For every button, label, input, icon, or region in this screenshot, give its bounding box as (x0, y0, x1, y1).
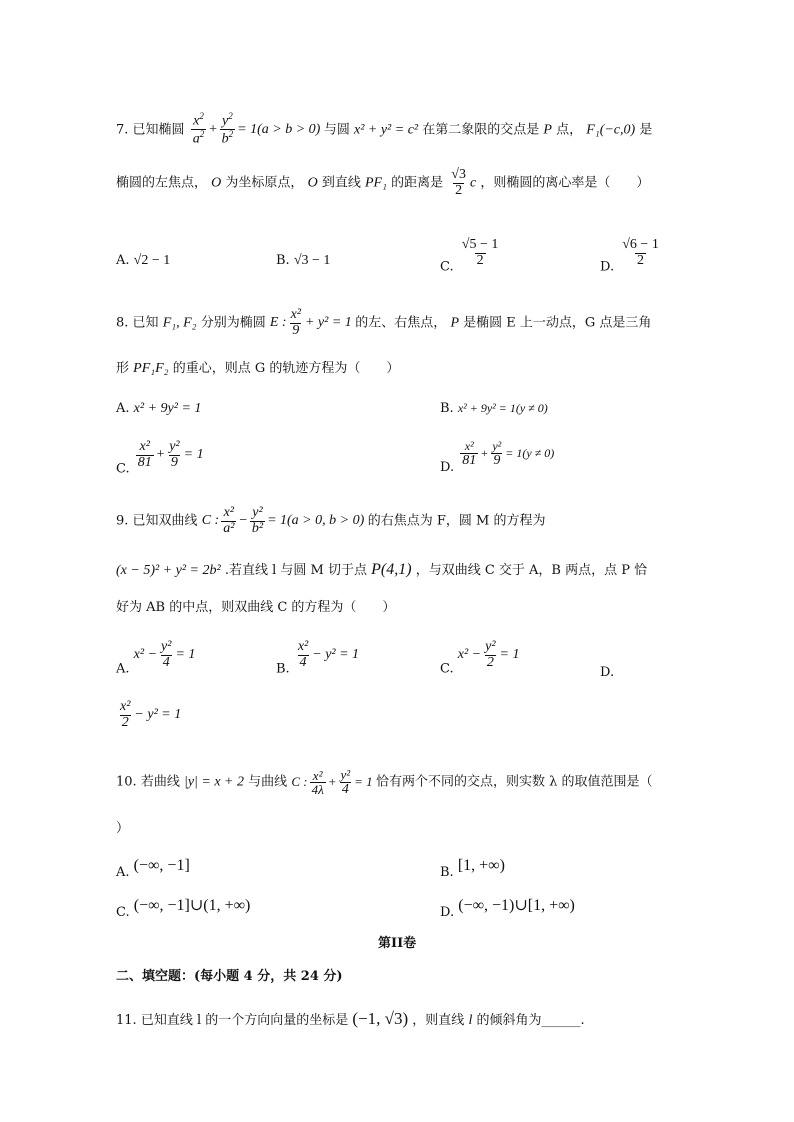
q8-ellipse-eq: E : $\frac{\text{x²}}{9}$ + y² = 1 (269, 307, 352, 338)
q8-triangle: PF₁F₂ (133, 361, 169, 376)
q9-option-d-label: D. (600, 665, 615, 680)
q7-option-d: D. $\frac{√6 - 1}{2}$ (600, 237, 659, 275)
q10-number: 10. (116, 774, 137, 790)
q7-option-c: C. $\frac{√5 - 1}{2}$ (440, 237, 499, 275)
q7-option-b: B. √3 − 1 (276, 253, 331, 268)
q9-option-a: A. x² − $\frac{\text{y²}}{4}$ = 1 (116, 639, 196, 677)
q7-text: ，则椭圆的离心率是（ ） (480, 175, 650, 191)
q10-option-a: A. (−∞, −1] (116, 857, 190, 880)
q9-hyperbola-eq: C : $\frac{\text{x²}}{\text{a²}}$ − $\frac{\text{y²}}{\text{b²}}$ = 1(a > 0, b > 0) (201, 505, 365, 536)
q8-option-b: B. x² + 9y² = 1(y ≠ 0) (440, 401, 548, 416)
q10-option-c: C. (−∞, −1]∪(1, +∞) (116, 897, 251, 920)
section-heading: 二、填空题：(每小题 4 分，共 24 分) (116, 969, 343, 984)
q8-option-d: D. $\frac{\text{x²}}{81}$ + $\frac{\text{y²}}{9}$ = 1(y ≠ 0) (440, 439, 555, 475)
q7-distance: $\frac{√3}{2}$ (451, 167, 466, 198)
q11-number: 11. (116, 1013, 137, 1028)
q10-ellipse-eq: C : $\frac{\text{x²}}{4\lambda}$ + $\frac{\text{y²}}{4}$ = 1 (291, 767, 373, 798)
q8-option-a: A. x² + 9y² = 1 (116, 401, 202, 416)
q7-text: 椭圆的左焦点， (116, 175, 208, 191)
q7-text: 到直线 (321, 175, 361, 191)
q7-origin: O (211, 175, 222, 191)
q7-circle-eq: x² + y² = c² (353, 122, 419, 138)
q7-focus: F₁(−c,0) (586, 122, 636, 138)
q11-vector: (−1, √3) (352, 1009, 409, 1028)
q7-text: 是 (639, 122, 653, 138)
q7-text: 已知椭圆 (132, 122, 185, 138)
q7-text: 在第二象限的交点是 (422, 122, 540, 138)
q9-option-b: B. $\frac{\text{x²}}{4}$ − y² = 1 (276, 639, 360, 677)
q7-ellipse-eq: $\frac{x^2}{a^2}$ + $\frac{y^2}{b^2}$ = 1(a > b > 0) (192, 111, 321, 147)
q7-line-pf1: PF₁ (365, 175, 387, 191)
q8-foci: F₁, F₂ (162, 315, 197, 331)
q7-text: 为坐标原点， (225, 175, 304, 191)
q7-number: 7. (116, 122, 129, 138)
q9-point: P(4,1) (371, 561, 412, 578)
q9-option-d: $\frac{\text{x²}}{2}$ − y² = 1 (120, 699, 182, 730)
q9-option-c: C. x² − $\frac{\text{y²}}{2}$ = 1 (440, 639, 520, 677)
q9-line3: 好为 AB 的中点，则双曲线 C 的方程为（ ） (116, 600, 396, 615)
q9-number: 9. (116, 513, 129, 529)
q8-number: 8. (116, 315, 129, 331)
q9-circle-eq: (x − 5)² + y² = 2b² (116, 563, 221, 578)
q9-line1: 9. 已知双曲线 C : $\frac{\text{x²}}{\text{a²}}$ − $\frac{\text{y²}}{\text{b²}}$ = 1(a > 0, b > 0) 的右焦点为 F，圆 M 的方程为 (116, 505, 546, 536)
section-title: 第II卷 (378, 936, 417, 951)
q8-line1: 8. 已知 F₁, F₂ 分别为椭圆 E : $\frac{\text{x²}}{9}$ + y² = 1 的左、右焦点， P 是椭圆 E 上一动点，G 点是三角 (116, 307, 652, 338)
q10-option-d: D. (−∞, −1)∪[1, +∞) (440, 897, 575, 920)
q7-text: 的距离是 (391, 175, 444, 191)
q8-option-c: C. $\frac{\text{x²}}{81}$ + $\frac{\text{y²}}{9}$ = 1 (116, 439, 204, 477)
q11-line: 11. 已知直线 l 的一个方向向量的坐标是 (−1, √3) ，则直线 l 的倾斜角为______. (116, 1009, 585, 1028)
q10-line2: ） (116, 821, 130, 836)
q7-text: 与圆 (323, 122, 350, 138)
q7-option-a: A. √2 − 1 (116, 253, 171, 268)
q7-point-p: P (543, 122, 552, 138)
q8-line2: 形 PF₁F₂ 的重心，则点 G 的轨迹方程为（ ） (116, 361, 400, 376)
q7-line2: 椭圆的左焦点， O 为坐标原点， O 到直线 PF₁ 的距离是 $\frac{√3}{2}$ c ，则椭圆的离心率是（ ） (116, 167, 650, 198)
q10-curve: |y| = x + 2 (183, 774, 245, 790)
q7-origin: O (307, 175, 318, 191)
q9-line2: (x − 5)² + y² = 2b² .若直线 l 与圆 M 切于点 P(4,1) ，与双曲线 C 交于 A，B 两点，点 P 恰 (116, 561, 648, 578)
q10-option-b: B. [1, +∞) (440, 857, 505, 880)
q10-line1: 10. 若曲线 |y| = x + 2 与曲线 C : $\frac{\text{x²}}{4\lambda}$ + $\frac{\text{y²}}{4}$ = 1 恰有两个不同的交点，则实数 λ 的取值范围是（ (116, 767, 653, 798)
q7-text: 点， (556, 122, 583, 138)
q7-line1 (116, 112, 652, 148)
